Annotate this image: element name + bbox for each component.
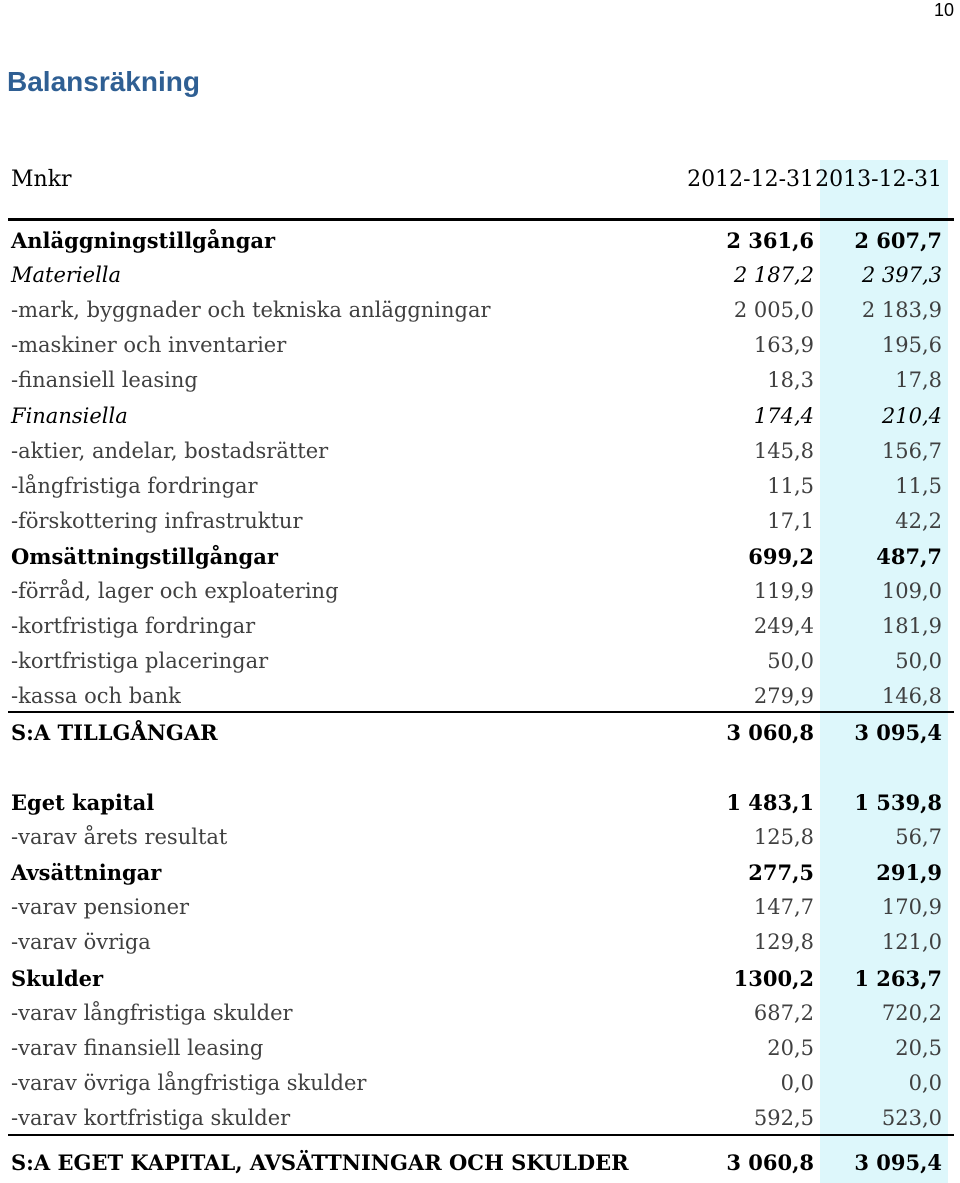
asset-row: [0, 679, 950, 714]
equity-liability-row: [0, 996, 950, 1031]
asset-row: [0, 539, 950, 574]
row-label: -kassa och bank: [11, 684, 181, 708]
value-2012: 2 005,0: [733, 298, 814, 322]
asset-row: [0, 434, 950, 469]
row-label: S:A EGET KAPITAL, AVSÄTTNINGAR OCH SKULDER: [11, 1150, 629, 1175]
equity-liability-row: [0, 1101, 950, 1136]
value-2013: 2 607,7: [854, 228, 942, 253]
row-label: -varav övriga: [11, 930, 151, 954]
asset-row: [0, 644, 950, 679]
value-2013: 210,4: [881, 404, 942, 428]
value-2012: 1300,2: [733, 966, 814, 991]
value-2013: 1 263,7: [854, 966, 942, 991]
value-2012: 687,2: [753, 1001, 814, 1025]
value-2012: 277,5: [748, 860, 814, 885]
asset-row: [0, 293, 950, 328]
row-label: -kortfristiga fordringar: [11, 614, 256, 638]
row-label: -förskottering infrastruktur: [11, 509, 303, 533]
value-2012: 1 483,1: [726, 790, 814, 815]
value-2013: 146,8: [881, 684, 942, 708]
value-2013: 56,7: [895, 825, 942, 849]
value-2013: 17,8: [895, 368, 942, 392]
value-2012: 3 060,8: [726, 1150, 814, 1175]
value-2013: 3 095,4: [854, 720, 942, 745]
row-label: Omsättningstillgångar: [11, 544, 278, 569]
value-2013: 291,9: [876, 860, 942, 885]
row-label: -aktier, andelar, bostadsrätter: [11, 439, 329, 463]
value-2013: 42,2: [895, 509, 942, 533]
row-label: -varav pensioner: [11, 895, 190, 919]
value-2013: 121,0: [881, 930, 942, 954]
asset-row: [0, 258, 950, 293]
header-col-2012: 2012-12-31: [687, 167, 814, 192]
value-2013: 50,0: [895, 649, 942, 673]
row-label: -förråd, lager och exploatering: [11, 579, 339, 603]
value-2013: 523,0: [881, 1106, 942, 1130]
equity-liability-row: [0, 925, 950, 960]
value-2012: 2 187,2: [733, 263, 814, 287]
value-2012: 147,7: [753, 895, 814, 919]
row-label: Finansiella: [11, 404, 128, 428]
value-2013: 2 183,9: [861, 298, 942, 322]
value-2013: 195,6: [881, 333, 942, 357]
value-2012: 174,4: [753, 404, 814, 428]
row-label: -kortfristiga placeringar: [11, 649, 269, 673]
row-label: -varav finansiell leasing: [11, 1036, 264, 1060]
value-2012: 125,8: [753, 825, 814, 849]
value-2012: 20,5: [767, 1036, 814, 1060]
asset-row: [0, 223, 950, 258]
row-label: Materiella: [11, 263, 122, 287]
value-2012: 699,2: [748, 544, 814, 569]
equity-liability-row: [0, 820, 950, 855]
equity-liability-row: [0, 785, 950, 820]
equity-liability-row: [0, 855, 950, 890]
value-2013: 1 539,8: [854, 790, 942, 815]
row-label: -varav årets resultat: [11, 825, 228, 849]
header-label: Mnkr: [11, 167, 72, 192]
value-2012: 50,0: [767, 649, 814, 673]
row-label: -varav kortfristiga skulder: [11, 1106, 291, 1130]
header-col-2013: 2013-12-31: [815, 167, 942, 192]
value-2012: 18,3: [767, 368, 814, 392]
value-2012: 163,9: [753, 333, 814, 357]
value-2012: 592,5: [753, 1106, 814, 1130]
asset-row: [0, 469, 950, 504]
assets-total-row: [0, 715, 950, 750]
equity-liability-row: [0, 1031, 950, 1066]
row-label: -långfristiga fordringar: [11, 474, 258, 498]
value-2012: 2 361,6: [726, 228, 814, 253]
value-2012: 145,8: [753, 439, 814, 463]
value-2013: 109,0: [881, 579, 942, 603]
value-2013: 170,9: [881, 895, 942, 919]
row-label: Skulder: [11, 966, 104, 991]
total-rule: [8, 711, 954, 713]
asset-row: [0, 399, 950, 434]
page-title: Balansräkning: [7, 66, 200, 97]
value-2012: 0,0: [780, 1071, 814, 1095]
value-2013: 720,2: [881, 1001, 942, 1025]
value-2013: 11,5: [895, 474, 942, 498]
value-2013: 181,9: [881, 614, 942, 638]
asset-row: [0, 363, 950, 398]
value-2012: 119,9: [753, 579, 814, 603]
value-2013: 156,7: [881, 439, 942, 463]
row-label: S:A TILLGÅNGAR: [11, 720, 218, 745]
value-2012: 3 060,8: [726, 720, 814, 745]
row-label: -finansiell leasing: [11, 368, 198, 392]
equity-liability-row: [0, 961, 950, 996]
value-2012: 249,4: [753, 614, 814, 638]
total-rule: [8, 1134, 954, 1136]
value-2012: 279,9: [753, 684, 814, 708]
equity-liability-row: [0, 1066, 950, 1101]
asset-row: [0, 609, 950, 644]
value-2013: 487,7: [876, 544, 942, 569]
row-label: Avsättningar: [11, 860, 162, 885]
row-label: Anläggningstillgångar: [11, 228, 276, 253]
row-label: Eget kapital: [11, 790, 155, 815]
page-number: 10: [933, 0, 954, 20]
value-2013: 2 397,3: [861, 263, 942, 287]
equity-liability-row: [0, 890, 950, 925]
value-2012: 129,8: [753, 930, 814, 954]
value-2013: 3 095,4: [854, 1150, 942, 1175]
asset-row: [0, 504, 950, 539]
value-2012: 11,5: [767, 474, 814, 498]
value-2013: 0,0: [908, 1071, 942, 1095]
table-header-row: [0, 162, 950, 197]
value-2013: 20,5: [895, 1036, 942, 1060]
asset-row: [0, 574, 950, 609]
equity-liabilities-total-row: [0, 1145, 950, 1180]
row-label: -varav långfristiga skulder: [11, 1001, 293, 1025]
row-label: -varav övriga långfristiga skulder: [11, 1071, 367, 1095]
asset-row: [0, 328, 950, 363]
header-rule: [8, 218, 954, 221]
value-2012: 17,1: [767, 509, 814, 533]
row-label: -maskiner och inventarier: [11, 333, 287, 357]
row-label: -mark, byggnader och tekniska anläggningar: [11, 298, 491, 322]
